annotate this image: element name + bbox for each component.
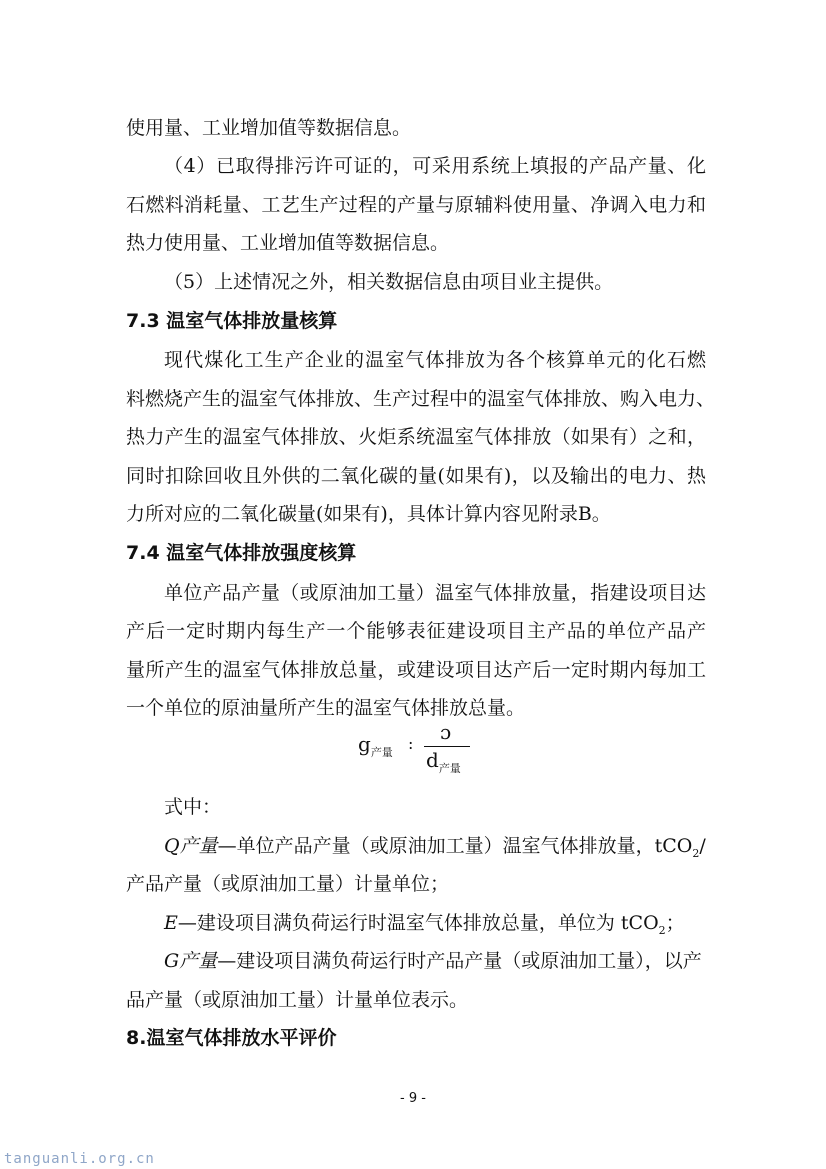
section-heading-8: 8.温室气体排放水平评价 <box>126 1027 337 1049</box>
paragraph-line: 同时扣除回收且外供的二氧化碳的量(如果有)，以及输出的电力、热 <box>126 465 706 487</box>
intensity-formula <box>358 720 488 780</box>
definition-q: Q产量—单位产品产量（或原油加工量）温室气体排放量，tCO$_2$/ <box>164 835 706 860</box>
paragraph-line: （4）已取得排污许可证的，可采用系统上填报的产品产量、化 <box>164 155 706 177</box>
formula-numerator: ɔ <box>440 720 452 744</box>
definitions-intro: 式中： <box>164 796 222 818</box>
paragraph-line: 料燃烧产生的温室气体排放、生产过程中的温室气体排放、购入电力、 <box>126 388 716 410</box>
section-heading-7-4: 7.4 温室气体排放强度核算 <box>126 542 357 564</box>
paragraph-line: 热力产生的温室气体排放、火炬系统温室气体排放（如果有）之和， <box>126 426 706 448</box>
paragraph-line: 热力使用量、工业增加值等数据信息。 <box>126 232 450 254</box>
page-number: - 9 - <box>400 1091 426 1106</box>
fraction-bar <box>424 746 470 747</box>
watermark: tanguanli.org.cn <box>4 1151 155 1167</box>
definition-q-cont: 产品产量（或原油加工量）计量单位； <box>126 873 450 895</box>
paragraph-line: 力所对应的二氧化碳量(如果有)，具体计算内容见附录B。 <box>126 503 611 525</box>
paragraph-line: 量所产生的温室气体排放总量，或建设项目达产后一定时期内每加工 <box>126 659 706 681</box>
paragraph-line: 现代煤化工生产企业的温室气体排放为各个核算单元的化石燃 <box>164 349 706 371</box>
formula-left-side: $g_{产量}$ <box>358 732 393 759</box>
paragraph-line: 产后一定时期内每生产一个能够表征建设项目主产品的单位产品产 <box>126 620 706 642</box>
paragraph-line: 石燃料消耗量、工艺生产过程的产量与原辅料使用量、净调入电力和 <box>126 194 706 216</box>
paragraph-line: （5）上述情况之外，相关数据信息由项目业主提供。 <box>164 271 614 293</box>
definition-g: G产量—建设项目满负荷运行时产品产量（或原油加工量），以产 <box>164 950 702 972</box>
definition-e: E—建设项目满负荷运行时温室气体排放总量，单位为 tCO$_2$； <box>164 912 685 937</box>
paragraph-line: 单位产品产量（或原油加工量）温室气体排放量，指建设项目达 <box>164 582 706 604</box>
formula-equals: : <box>408 734 414 753</box>
paragraph-line: 一个单位的原油量所产生的温室气体排放总量。 <box>126 697 526 719</box>
formula-denominator: $d_{产量}$ <box>426 748 461 775</box>
section-heading-7-3: 7.3 温室气体排放量核算 <box>126 310 338 332</box>
paragraph-line: 使用量、工业增加值等数据信息。 <box>126 117 412 139</box>
definition-g-cont: 品产量（或原油加工量）计量单位表示。 <box>126 989 469 1011</box>
